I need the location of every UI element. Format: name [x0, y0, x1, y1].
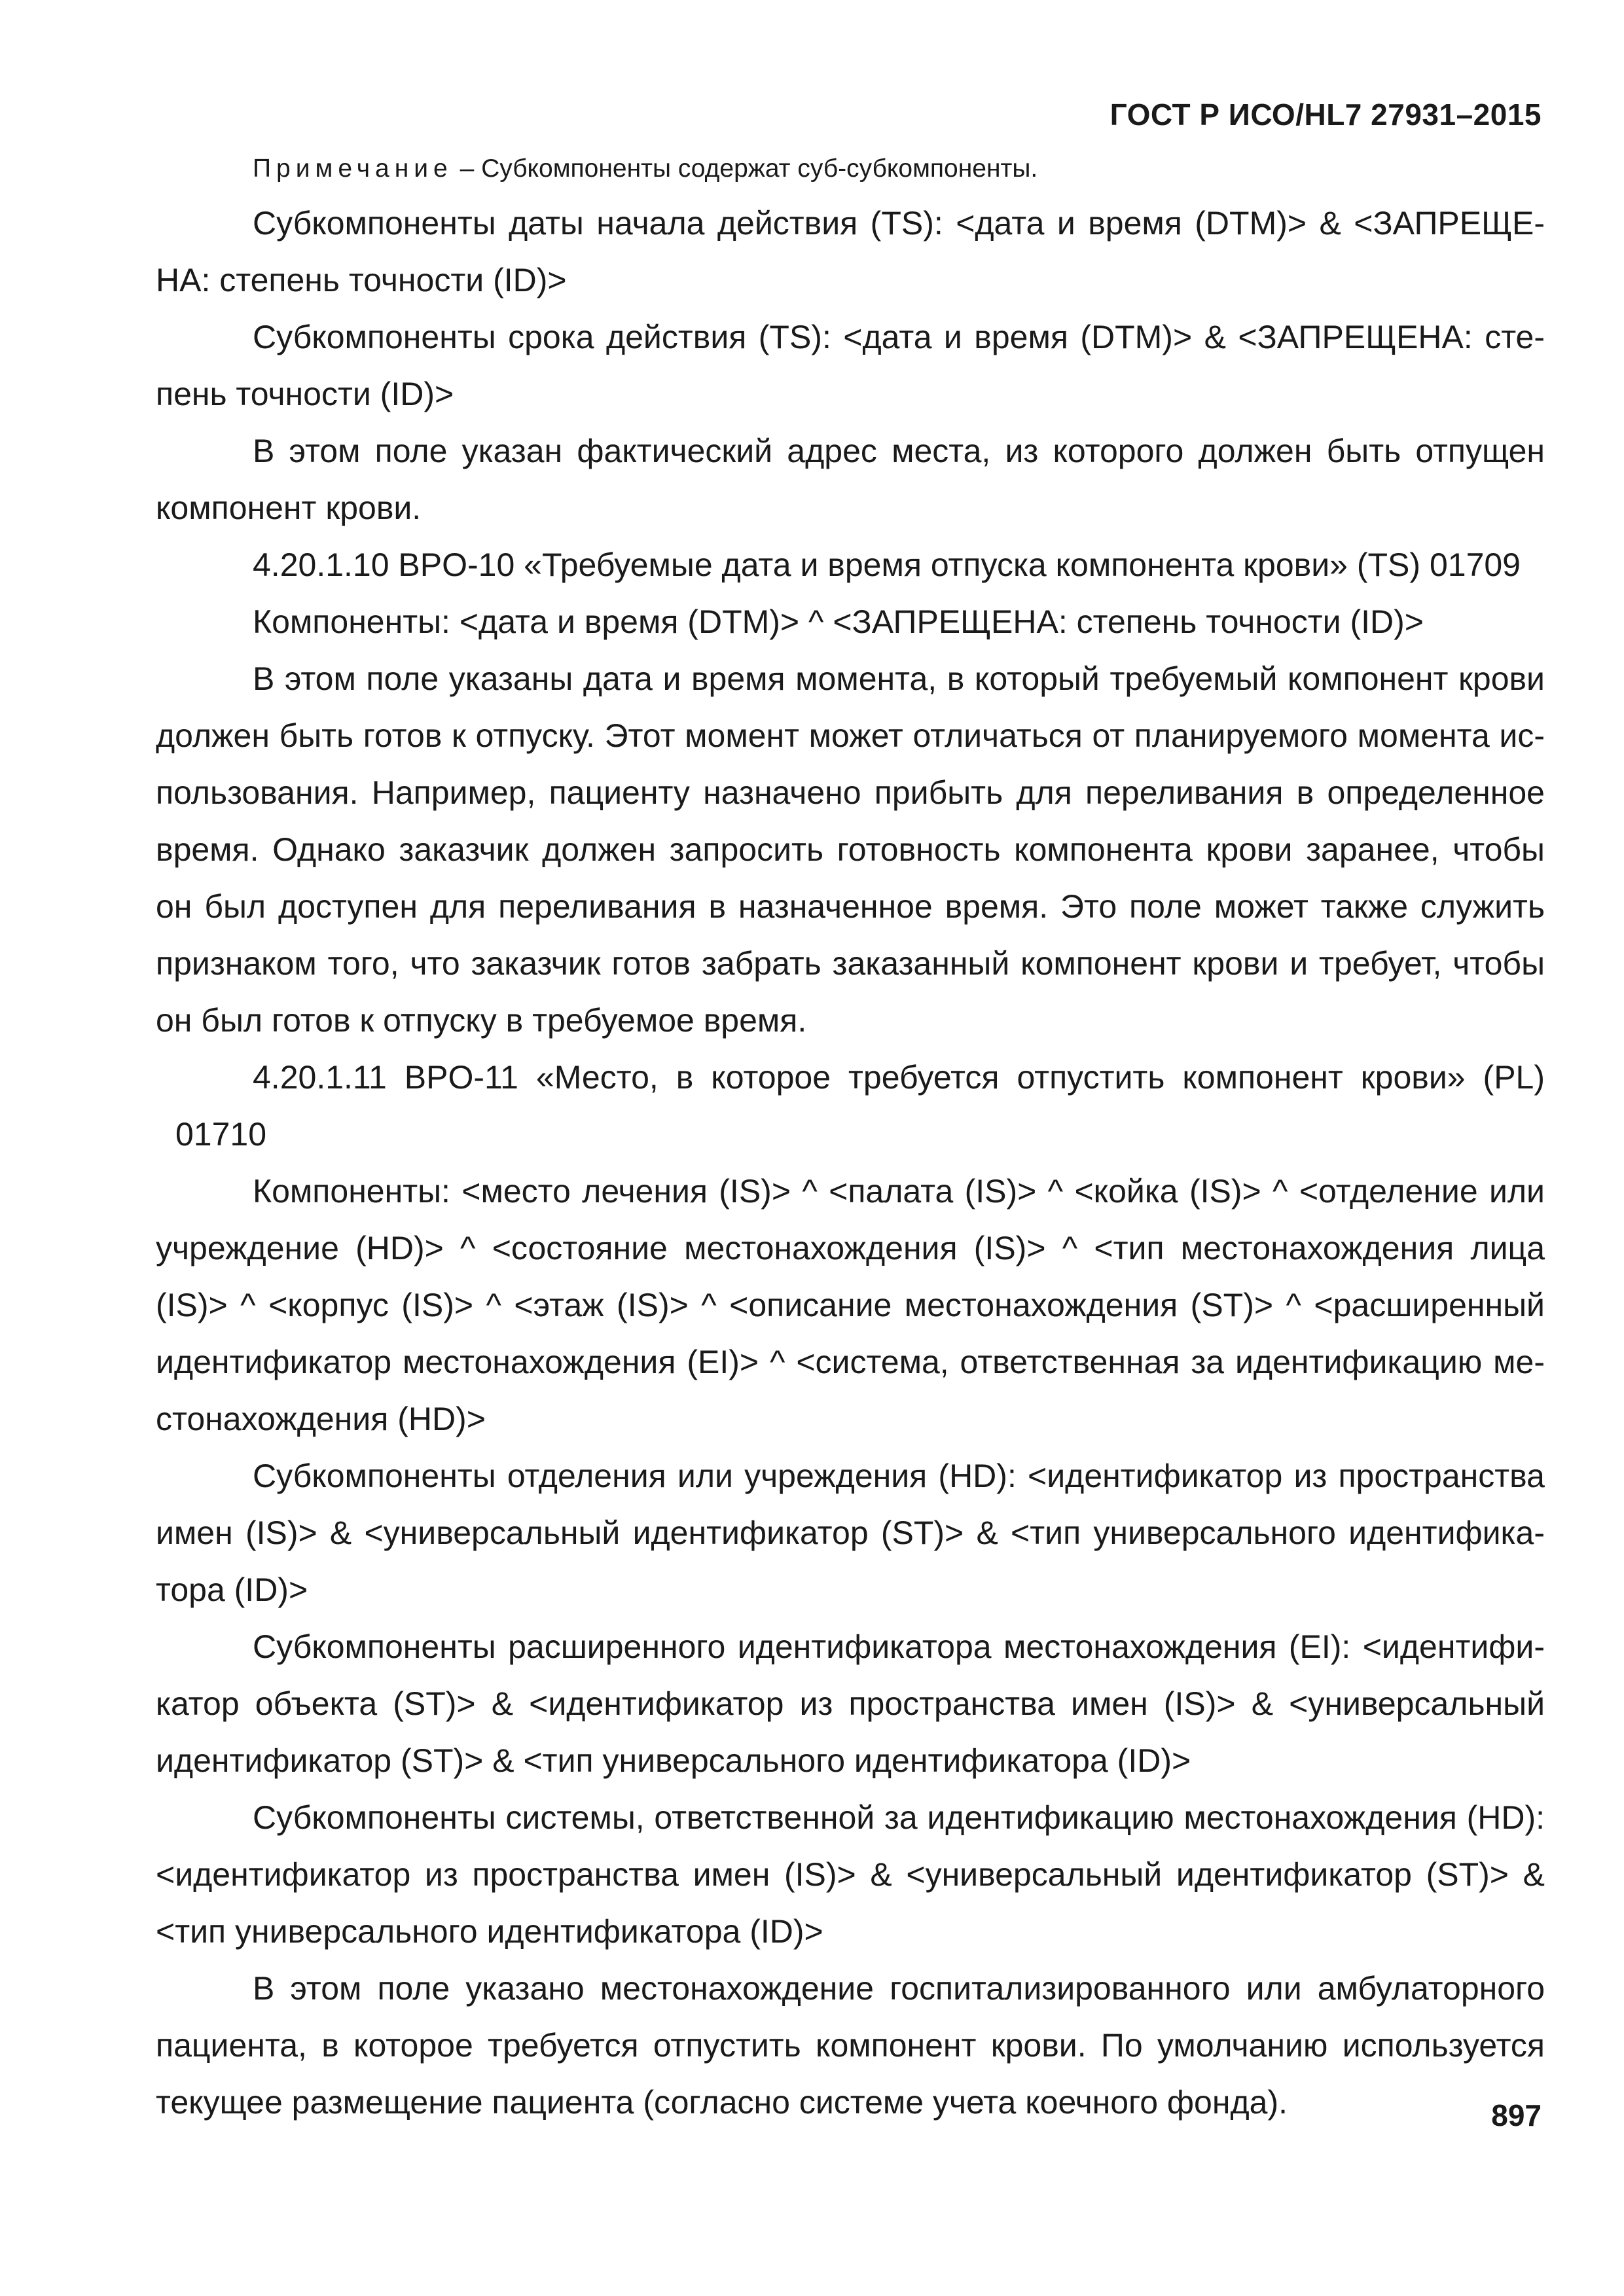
paragraph-components-bpo-10: Компоненты: <дата и время (DTM)> ^ <ЗАПРЕЩЕНА: степень точности (ID)>	[253, 603, 1424, 640]
paragraph-description-bpo-10: В этом поле указаны дата и время момента, в который требуемый компонент крови должен быть готов к отпуску. Этот момент может отличаться от планируемого момента ис-пользования. Например, пациенту назначено прибыть для переливания в определенное время. Однако заказчик должен запросить готовность компонента крови заранее, чтобы он был доступен для переливания в назначенное время. Это поле может также служить признаком того, что заказчик готов забрать заказанный компонент крови и требует, чтобы он был готов к отпуску в требуемое время.	[156, 660, 1545, 1039]
paragraph-components-bpo-11: Компоненты: <место лечения (IS)> ^ <палата (IS)> ^ <койка (IS)> ^ <отделение или учреждение (HD)> ^ <состояние местонахождения (IS)> ^ <тип местонахождения лица (IS)> ^ <корпус (IS)> ^ <этаж (IS)> ^ <описание местонахождения (ST)> ^ <расширенный идентификатор местонахождения (EI)> ^ <система, ответственная за идентификацию ме-стонахождения (HD)>	[156, 1173, 1545, 1437]
section-heading-bpo-11	[156, 1049, 1545, 1163]
paragraph-start-date: Субкомпоненты даты начала действия (TS): <дата и время (DTM)> & <ЗАПРЕЩЕ-НА: степень точности (ID)>	[156, 205, 1545, 298]
page-number: 897	[1491, 2098, 1542, 2132]
paragraph-description-bpo-11: В этом поле указано местонахождение госпитализированного или амбулаторного пациента, в которое требуется отпустить компонент крови. По умолчанию используется текущее размещение пациента (согласно системе учета коечного фонда).	[156, 1970, 1545, 2121]
paragraph-address: В этом поле указан фактический адрес места, из которого должен быть отпущен компонент крови.	[156, 433, 1545, 526]
note-label: Примечание	[253, 154, 453, 183]
paragraph-expiry: Субкомпоненты срока действия (TS): <дата и время (DTM)> & <ЗАПРЕЩЕНА: сте-пень точности (ID)>	[156, 319, 1545, 412]
note-text: – Субкомпоненты содержат суб-субкомпоненты.	[452, 154, 1038, 183]
note	[156, 149, 1545, 188]
section-heading-bpo-11-line1: 4.20.1.11 BPO-11 «Место, в которое требуется отпустить компонент крови» (PL)	[253, 1059, 1545, 1096]
page-body	[156, 149, 1545, 2131]
section-heading-bpo-11-line2: 01710	[175, 1116, 267, 1153]
paragraph-subcomponents-system: Субкомпоненты системы, ответственной за идентификацию местонахождения (HD): <идентификатор из пространства имен (IS)> & <универсальный идентификатор (ST)> & <тип универсального идентификатора (ID)>	[156, 1799, 1545, 1950]
paragraph-subcomponents-hd: Субкомпоненты отделения или учреждения (HD): <идентификатор из пространства имен (IS)> & <универсальный идентификатор (ST)> & <тип универсального идентифика-тора (ID)>	[156, 1458, 1545, 1608]
paragraph-subcomponents-ei: Субкомпоненты расширенного идентификатора местонахождения (EI): <идентифи-катор объекта (ST)> & <идентификатор из пространства имен (IS)> & <универсальный идентификатор (ST)> & <тип универсального идентификатора (ID)>	[156, 1628, 1545, 1779]
section-heading-bpo-10: 4.20.1.10 BPO-10 «Требуемые дата и время отпуска компонента крови» (TS) 01709	[253, 547, 1521, 583]
document-header: ГОСТ Р ИСО/HL7 27931–2015	[1110, 98, 1542, 132]
